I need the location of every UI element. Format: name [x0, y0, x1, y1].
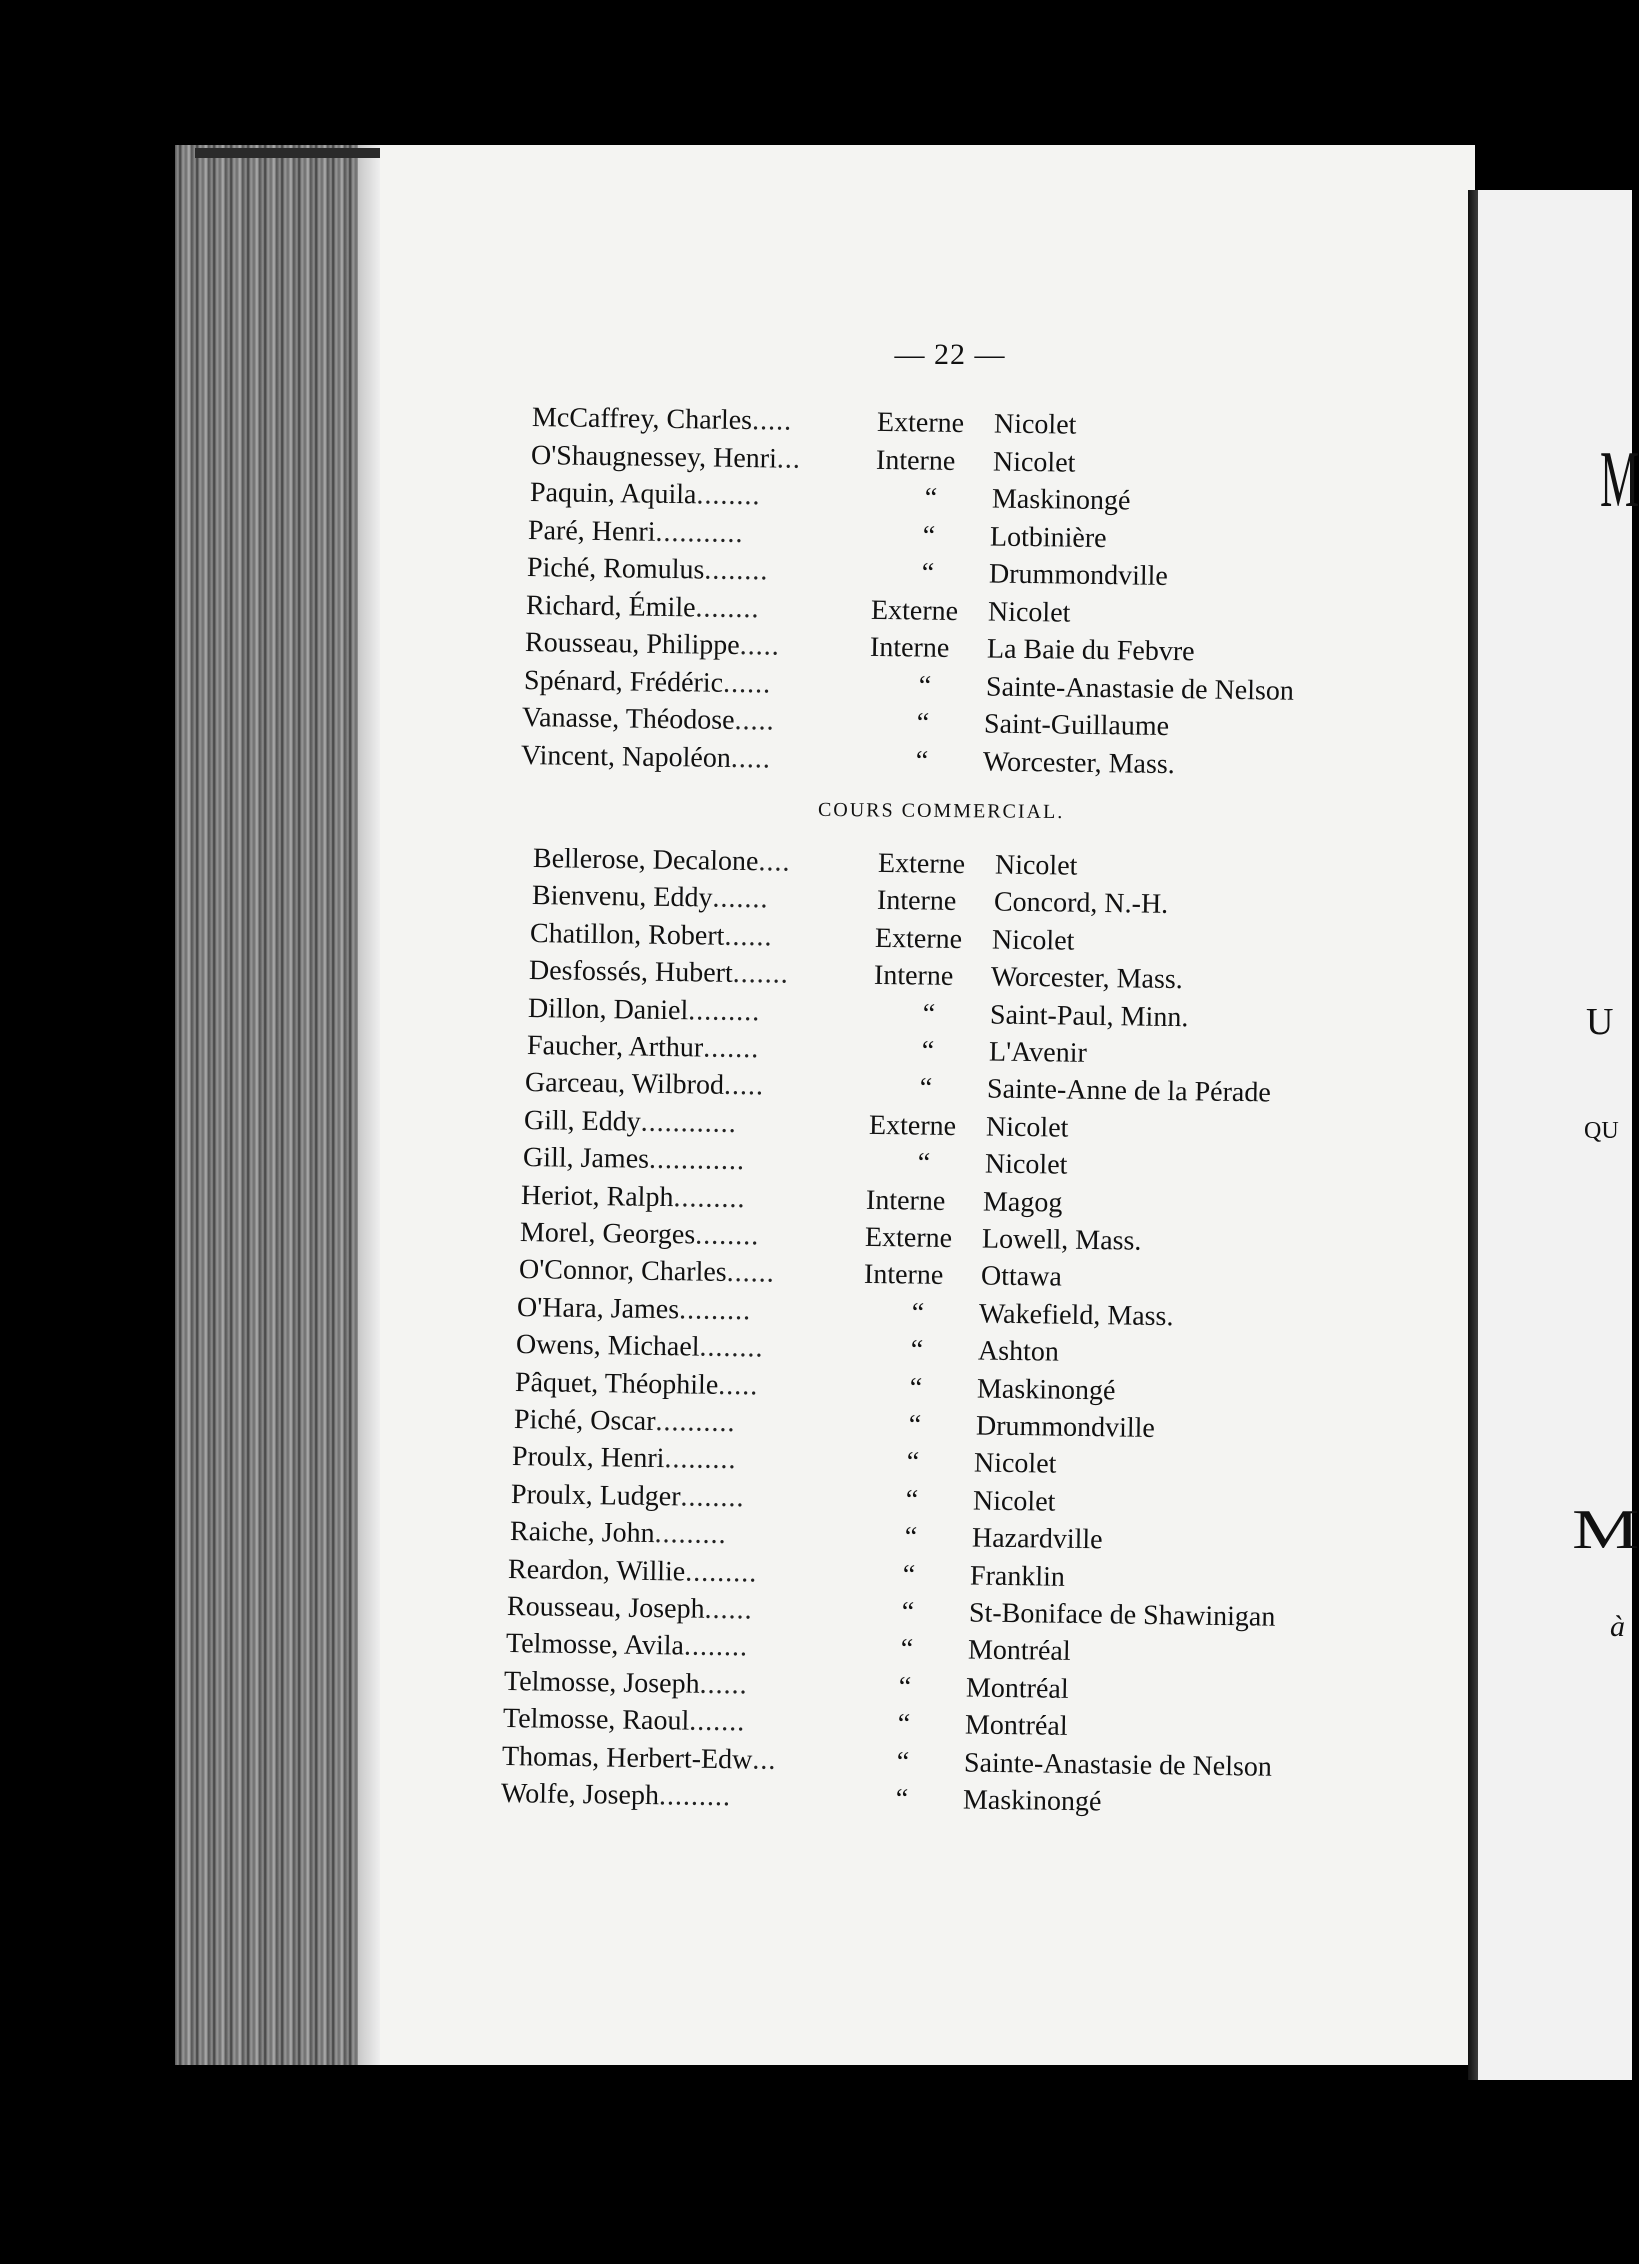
- student-status: “: [922, 998, 936, 1030]
- student-name-cell: [502, 1741, 847, 1778]
- list-row: [514, 1366, 1116, 1406]
- student-status: “: [924, 482, 938, 514]
- student-name: Gill, Eddy: [523, 1104, 641, 1138]
- student-status: “: [904, 1521, 918, 1553]
- student-name-cell: [513, 1404, 858, 1441]
- leader-dots: .....: [723, 1070, 765, 1102]
- student-name-cell: [518, 1254, 863, 1291]
- right-page-fragment: U: [1586, 1001, 1616, 1043]
- student-name: Pâquet, Théophile: [514, 1366, 719, 1401]
- list-row: [510, 1478, 1056, 1518]
- list-row: [528, 955, 1184, 996]
- student-name-cell: [515, 1367, 860, 1404]
- student-name: Garceau, Wilbrod: [525, 1067, 725, 1102]
- student-hometown: Sainte-Anastasie de Nelson: [963, 1747, 1272, 1783]
- leader-dots: ......: [699, 1668, 749, 1701]
- student-name: Richard, Émile: [525, 589, 696, 623]
- student-hometown: Magog: [983, 1186, 1063, 1219]
- student-name-cell: [522, 1142, 867, 1179]
- leader-dots: .....: [734, 704, 776, 737]
- list-row: [522, 702, 1170, 743]
- list-row: [501, 1740, 1272, 1783]
- list-row: [531, 402, 1077, 441]
- leader-dots: .......: [732, 958, 790, 990]
- student-name: Proulx, Henri: [512, 1441, 665, 1475]
- leader-dots: ...: [776, 442, 801, 475]
- student-name: O'Hara, James: [517, 1291, 680, 1326]
- student-name: Thomas, Herbert-Edw: [501, 1740, 753, 1776]
- student-name-cell: [529, 477, 874, 514]
- student-status: Externe: [864, 1221, 953, 1255]
- student-hometown: Nicolet: [984, 1148, 1068, 1181]
- student-name: Heriot, Ralph: [521, 1179, 674, 1213]
- leader-dots: ...........: [655, 516, 745, 549]
- leader-dots: ......: [722, 667, 771, 699]
- page-edges-top-shadow: [195, 148, 380, 158]
- leader-dots: ..........: [654, 1405, 736, 1439]
- student-name-cell: [520, 1217, 865, 1254]
- leader-dots: ........: [695, 1219, 760, 1252]
- list-row: [502, 1703, 1068, 1743]
- list-row: [508, 1553, 1066, 1593]
- list-row: [523, 1104, 1069, 1144]
- student-name: Proulx, Ludger: [510, 1478, 681, 1513]
- student-status: “: [896, 1746, 910, 1778]
- student-name: Morel, Georges: [519, 1217, 696, 1251]
- student-name: Bienvenu, Eddy: [531, 880, 713, 914]
- student-name: Paquin, Aquila: [529, 477, 697, 511]
- student-name-cell: [522, 702, 867, 739]
- student-status: “: [922, 520, 936, 552]
- student-name: Telmosse, Joseph: [504, 1665, 701, 1700]
- student-name-cell: [532, 402, 877, 439]
- list-row: [521, 739, 1176, 780]
- student-status: “: [921, 1035, 934, 1067]
- student-hometown: Ashton: [977, 1335, 1060, 1368]
- leader-dots: ........: [704, 554, 769, 587]
- right-page-fragment: M: [1600, 436, 1639, 524]
- student-hometown: Worcester, Mass.: [990, 961, 1184, 996]
- student-name: Paré, Henri: [528, 514, 657, 548]
- student-hometown: Hazardville: [971, 1522, 1103, 1556]
- list-row: [521, 1179, 1063, 1219]
- student-status: “: [902, 1559, 916, 1591]
- leader-dots: ......: [726, 1257, 775, 1289]
- right-page-fragment: QU: [1584, 1118, 1619, 1144]
- student-hometown: Sainte-Anne de la Pérade: [986, 1073, 1272, 1109]
- student-name-cell: [527, 552, 872, 589]
- student-hometown: Franklin: [970, 1560, 1066, 1593]
- student-status: “: [906, 1446, 920, 1479]
- leader-dots: .....: [739, 629, 780, 662]
- student-hometown: Drummondville: [988, 558, 1169, 592]
- leader-dots: ........: [695, 479, 761, 512]
- student-status: “: [915, 745, 929, 777]
- list-row: [509, 1516, 1103, 1556]
- student-name: O'Shaugnessey, Henri: [530, 439, 777, 474]
- student-name-cell: [528, 515, 873, 552]
- student-name: Gill, James: [522, 1142, 649, 1175]
- student-status: “: [911, 1297, 925, 1329]
- student-hometown: Montréal: [967, 1634, 1071, 1668]
- student-name: Telmosse, Raoul: [502, 1703, 690, 1737]
- student-name: Desfossés, Hubert: [528, 955, 734, 990]
- list-row: [513, 1404, 1155, 1444]
- section-heading: COURS COMMERCIAL.: [817, 798, 1065, 824]
- student-status: Interne: [866, 1184, 946, 1217]
- student-name-cell: [530, 918, 875, 955]
- student-name-cell: [525, 627, 870, 664]
- student-name-cell: [521, 1180, 866, 1217]
- student-name: Rousseau, Joseph: [506, 1591, 705, 1625]
- student-status: “: [919, 1072, 933, 1105]
- student-name-cell: [531, 440, 876, 477]
- student-name-cell: [509, 1516, 854, 1553]
- student-name: Telmosse, Avila: [505, 1628, 684, 1662]
- student-name-cell: [516, 1329, 861, 1366]
- student-status: “: [917, 1147, 931, 1179]
- student-status: Interne: [875, 444, 956, 477]
- leader-dots: .......: [711, 882, 769, 915]
- student-name: O'Connor, Charles: [518, 1254, 727, 1289]
- list-row: [527, 552, 1169, 592]
- student-name-cell: [524, 1105, 869, 1142]
- student-status: “: [910, 1334, 924, 1366]
- student-name-cell: [531, 880, 876, 917]
- student-hometown: Maskinongé: [976, 1373, 1116, 1406]
- student-name-cell: [503, 1703, 848, 1740]
- student-name: Faucher, Arthur: [526, 1030, 703, 1064]
- student-status: “: [921, 557, 935, 589]
- student-status: Externe: [870, 594, 959, 627]
- student-name-cell: [521, 740, 866, 777]
- student-hometown: Nicolet: [992, 445, 1076, 479]
- leader-dots: .......: [702, 1032, 759, 1065]
- student-name: Vanasse, Théodose: [522, 702, 736, 736]
- student-name-cell: [526, 590, 871, 627]
- student-hometown: Lotbinière: [990, 520, 1108, 554]
- student-name-cell: [526, 1030, 871, 1067]
- page-number: — 22 —: [894, 338, 1006, 371]
- list-row: [512, 1441, 1057, 1480]
- student-hometown: Drummondville: [975, 1410, 1155, 1444]
- student-hometown: Sainte-Anastasie de Nelson: [985, 670, 1294, 707]
- leader-dots: ....: [758, 846, 791, 878]
- list-row: [527, 992, 1189, 1033]
- student-name-cell: [504, 1666, 849, 1703]
- student-name-cell: [528, 993, 873, 1030]
- student-status: Externe: [868, 1109, 957, 1142]
- student-status: “: [898, 1671, 912, 1703]
- leader-dots: .........: [679, 1294, 752, 1327]
- list-row: [532, 843, 1078, 882]
- list-row: [504, 1665, 1070, 1705]
- leader-dots: ...: [751, 1744, 777, 1776]
- student-status: “: [900, 1633, 914, 1666]
- student-name: Bellerose, Decalone: [532, 843, 759, 878]
- student-status: Externe: [876, 406, 965, 440]
- student-name: Wolfe, Joseph: [500, 1778, 659, 1812]
- student-hometown: Nicolet: [993, 408, 1077, 441]
- student-name-cell: [511, 1479, 856, 1516]
- student-name-cell: [508, 1554, 853, 1591]
- student-status: Externe: [875, 922, 963, 955]
- student-hometown: Ottawa: [980, 1260, 1062, 1293]
- student-hometown: Maskinongé: [962, 1784, 1102, 1818]
- student-name: Piché, Oscar: [513, 1404, 656, 1437]
- student-status: “: [905, 1484, 919, 1516]
- list-row: [530, 917, 1076, 957]
- leader-dots: .....: [717, 1369, 759, 1401]
- student-name: Vincent, Napoléon: [521, 739, 732, 774]
- student-hometown: Montréal: [964, 1709, 1068, 1743]
- list-row: [524, 627, 1195, 668]
- leader-dots: .........: [658, 1780, 731, 1813]
- leader-dots: ......: [724, 920, 774, 953]
- student-name-cell: [523, 665, 868, 702]
- student-status: “: [897, 1708, 911, 1740]
- student-hometown: Concord, N.-H.: [993, 886, 1169, 921]
- student-status: “: [918, 670, 932, 702]
- leader-dots: ........: [699, 1331, 764, 1364]
- leader-dots: .....: [730, 742, 772, 774]
- leader-dots: .....: [751, 405, 793, 437]
- student-hometown: Saint-Guillaume: [984, 708, 1170, 743]
- student-name-cell: [529, 955, 874, 992]
- student-status: Interne: [869, 631, 950, 664]
- student-name: Rousseau, Philippe: [524, 627, 740, 661]
- leader-dots: ......: [704, 1593, 753, 1626]
- student-name: Piché, Romulus: [527, 552, 705, 586]
- student-name: Owens, Michael: [515, 1329, 700, 1363]
- list-row: [528, 514, 1108, 554]
- list-row: [526, 1030, 1087, 1069]
- student-status: “: [908, 1409, 921, 1441]
- list-row: [500, 1778, 1102, 1818]
- list-row: [517, 1291, 1175, 1332]
- leader-dots: .........: [673, 1181, 746, 1214]
- student-name: Chatillon, Robert: [530, 917, 726, 952]
- leader-dots: ........: [680, 1481, 745, 1514]
- student-hometown: L'Avenir: [988, 1036, 1087, 1069]
- student-status: Externe: [877, 847, 966, 881]
- page-edges-stack: [175, 145, 380, 2065]
- student-hometown: Saint-Paul, Minn.: [989, 999, 1189, 1033]
- student-name-cell: [512, 1441, 857, 1478]
- student-hometown: Lowell, Mass.: [981, 1223, 1142, 1257]
- list-row: [505, 1628, 1071, 1668]
- list-row: [518, 1254, 1062, 1293]
- list-row: [515, 1329, 1060, 1368]
- student-status: “: [916, 707, 930, 739]
- list-row: [519, 1217, 1142, 1257]
- leader-dots: .........: [687, 994, 761, 1027]
- student-status: Interne: [863, 1259, 944, 1292]
- student-name: Dillon, Daniel: [527, 992, 689, 1026]
- student-hometown: Nicolet: [992, 924, 1076, 957]
- student-hometown: St-Boniface de Shawinigan: [968, 1597, 1276, 1633]
- right-page-fragment: M: [1572, 1499, 1639, 1561]
- student-name: Reardon, Willie: [508, 1553, 686, 1588]
- list-row: [523, 664, 1294, 707]
- student-hometown: Wakefield, Mass.: [979, 1298, 1175, 1332]
- leader-dots: .........: [654, 1518, 727, 1551]
- list-row: [525, 1067, 1272, 1109]
- right-page-fragment: à: [1610, 1610, 1625, 1643]
- student-status: “: [909, 1372, 923, 1404]
- leader-dots: .........: [664, 1443, 737, 1476]
- list-row: [529, 477, 1131, 517]
- student-status: Interne: [876, 885, 957, 918]
- student-name-cell: [533, 843, 878, 880]
- list-row: [531, 880, 1169, 921]
- list-row: [506, 1591, 1276, 1633]
- student-name-cell: [500, 1778, 845, 1815]
- student-name-cell: [525, 1067, 870, 1104]
- list-row: [525, 589, 1071, 629]
- student-name: McCaffrey, Charles: [531, 402, 753, 437]
- student-status: “: [895, 1783, 908, 1815]
- student-hometown: Maskinongé: [991, 483, 1131, 517]
- leader-dots: .........: [685, 1556, 758, 1589]
- leader-dots: .......: [689, 1705, 746, 1738]
- list-row: [522, 1142, 1068, 1181]
- list-row: [530, 439, 1076, 479]
- student-name: Spénard, Frédéric: [523, 664, 723, 699]
- student-name: Raiche, John: [509, 1516, 655, 1550]
- student-name-cell: [517, 1292, 862, 1329]
- student-hometown: Worcester, Mass.: [982, 745, 1176, 780]
- student-hometown: Nicolet: [985, 1111, 1069, 1144]
- leader-dots: ........: [695, 591, 760, 624]
- student-status: “: [901, 1596, 915, 1628]
- leader-dots: ............: [640, 1106, 737, 1139]
- student-hometown: Nicolet: [973, 1447, 1057, 1480]
- student-hometown: Nicolet: [972, 1485, 1056, 1518]
- leader-dots: ............: [648, 1143, 745, 1177]
- leader-dots: ........: [683, 1630, 748, 1663]
- student-hometown: Montréal: [966, 1672, 1070, 1705]
- student-hometown: La Baie du Febvre: [986, 633, 1195, 668]
- student-hometown: Nicolet: [987, 595, 1071, 629]
- student-name-cell: [507, 1591, 852, 1628]
- student-name-cell: [505, 1628, 850, 1665]
- student-status: Interne: [873, 960, 954, 993]
- student-hometown: Nicolet: [994, 849, 1078, 882]
